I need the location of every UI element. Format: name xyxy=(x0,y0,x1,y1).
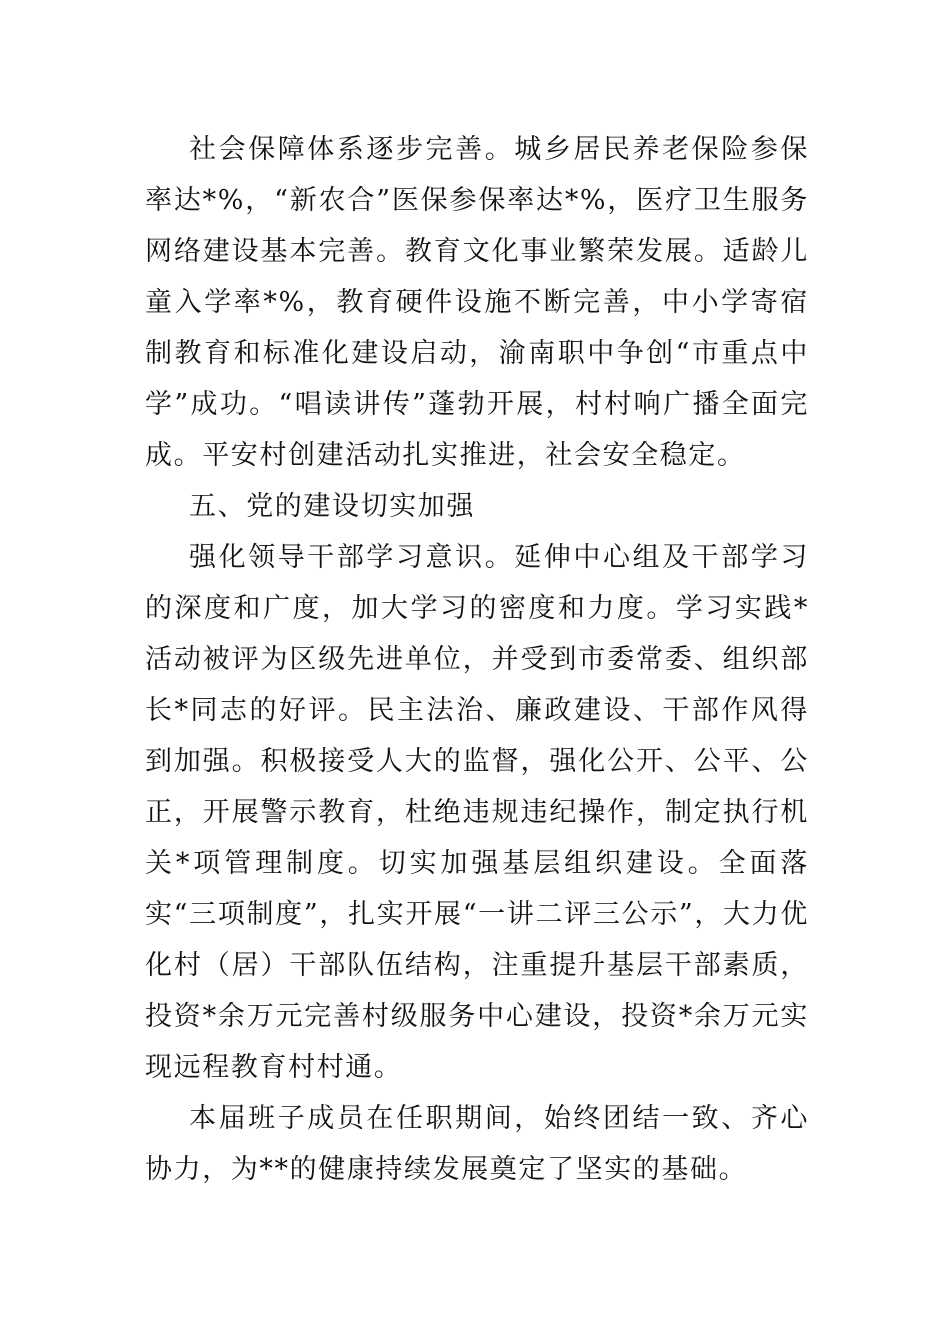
paragraph-leadership-study: 强化领导干部学习意识。延伸中心组及干部学习的深度和广度，加大学习的密度和力度。学习实践*活动被评为区级先进单位，并受到市委常委、组织部长*同志的好评。民主法治、廉政建设、干部作风得到加强。积极接受人大的监督，强化公开、公平、公正，开展警示教育，杜绝违规违纪操作，制定执行机关*项管理制度。切实加强基层组织建设。全面落实“三项制度”，扎实开展“一讲二评三公示”，大力优化村（居）干部队伍结构，注重提升基层干部素质，投资*余万元完善村级服务中心建设，投资*余万元实现远程教育村村通。 xyxy=(145,542,809,1083)
document-body xyxy=(145,124,809,1195)
paragraph-team-summary: 本届班子成员在任职期间，始终团结一致、齐心协力，为**的健康持续发展奠定了坚实的基础。 xyxy=(145,1103,809,1185)
paragraph-social-security: 社会保障体系逐步完善。城乡居民养老保险参保率达*%，“新农合”医保参保率达*%，医疗卫生服务网络建设基本完善。教育文化事业繁荣发展。适龄儿童入学率*%，教育硬件设施不断完善，中小学寄宿制教育和标准化建设启动，渝南职中争创“市重点中学”成功。“唱读讲传”蓬勃开展，村村响广播全面完成。平安村创建活动扎实推进，社会安全稳定。 xyxy=(145,134,809,471)
section-heading-party-building: 五、党的建设切实加强 xyxy=(189,491,475,522)
